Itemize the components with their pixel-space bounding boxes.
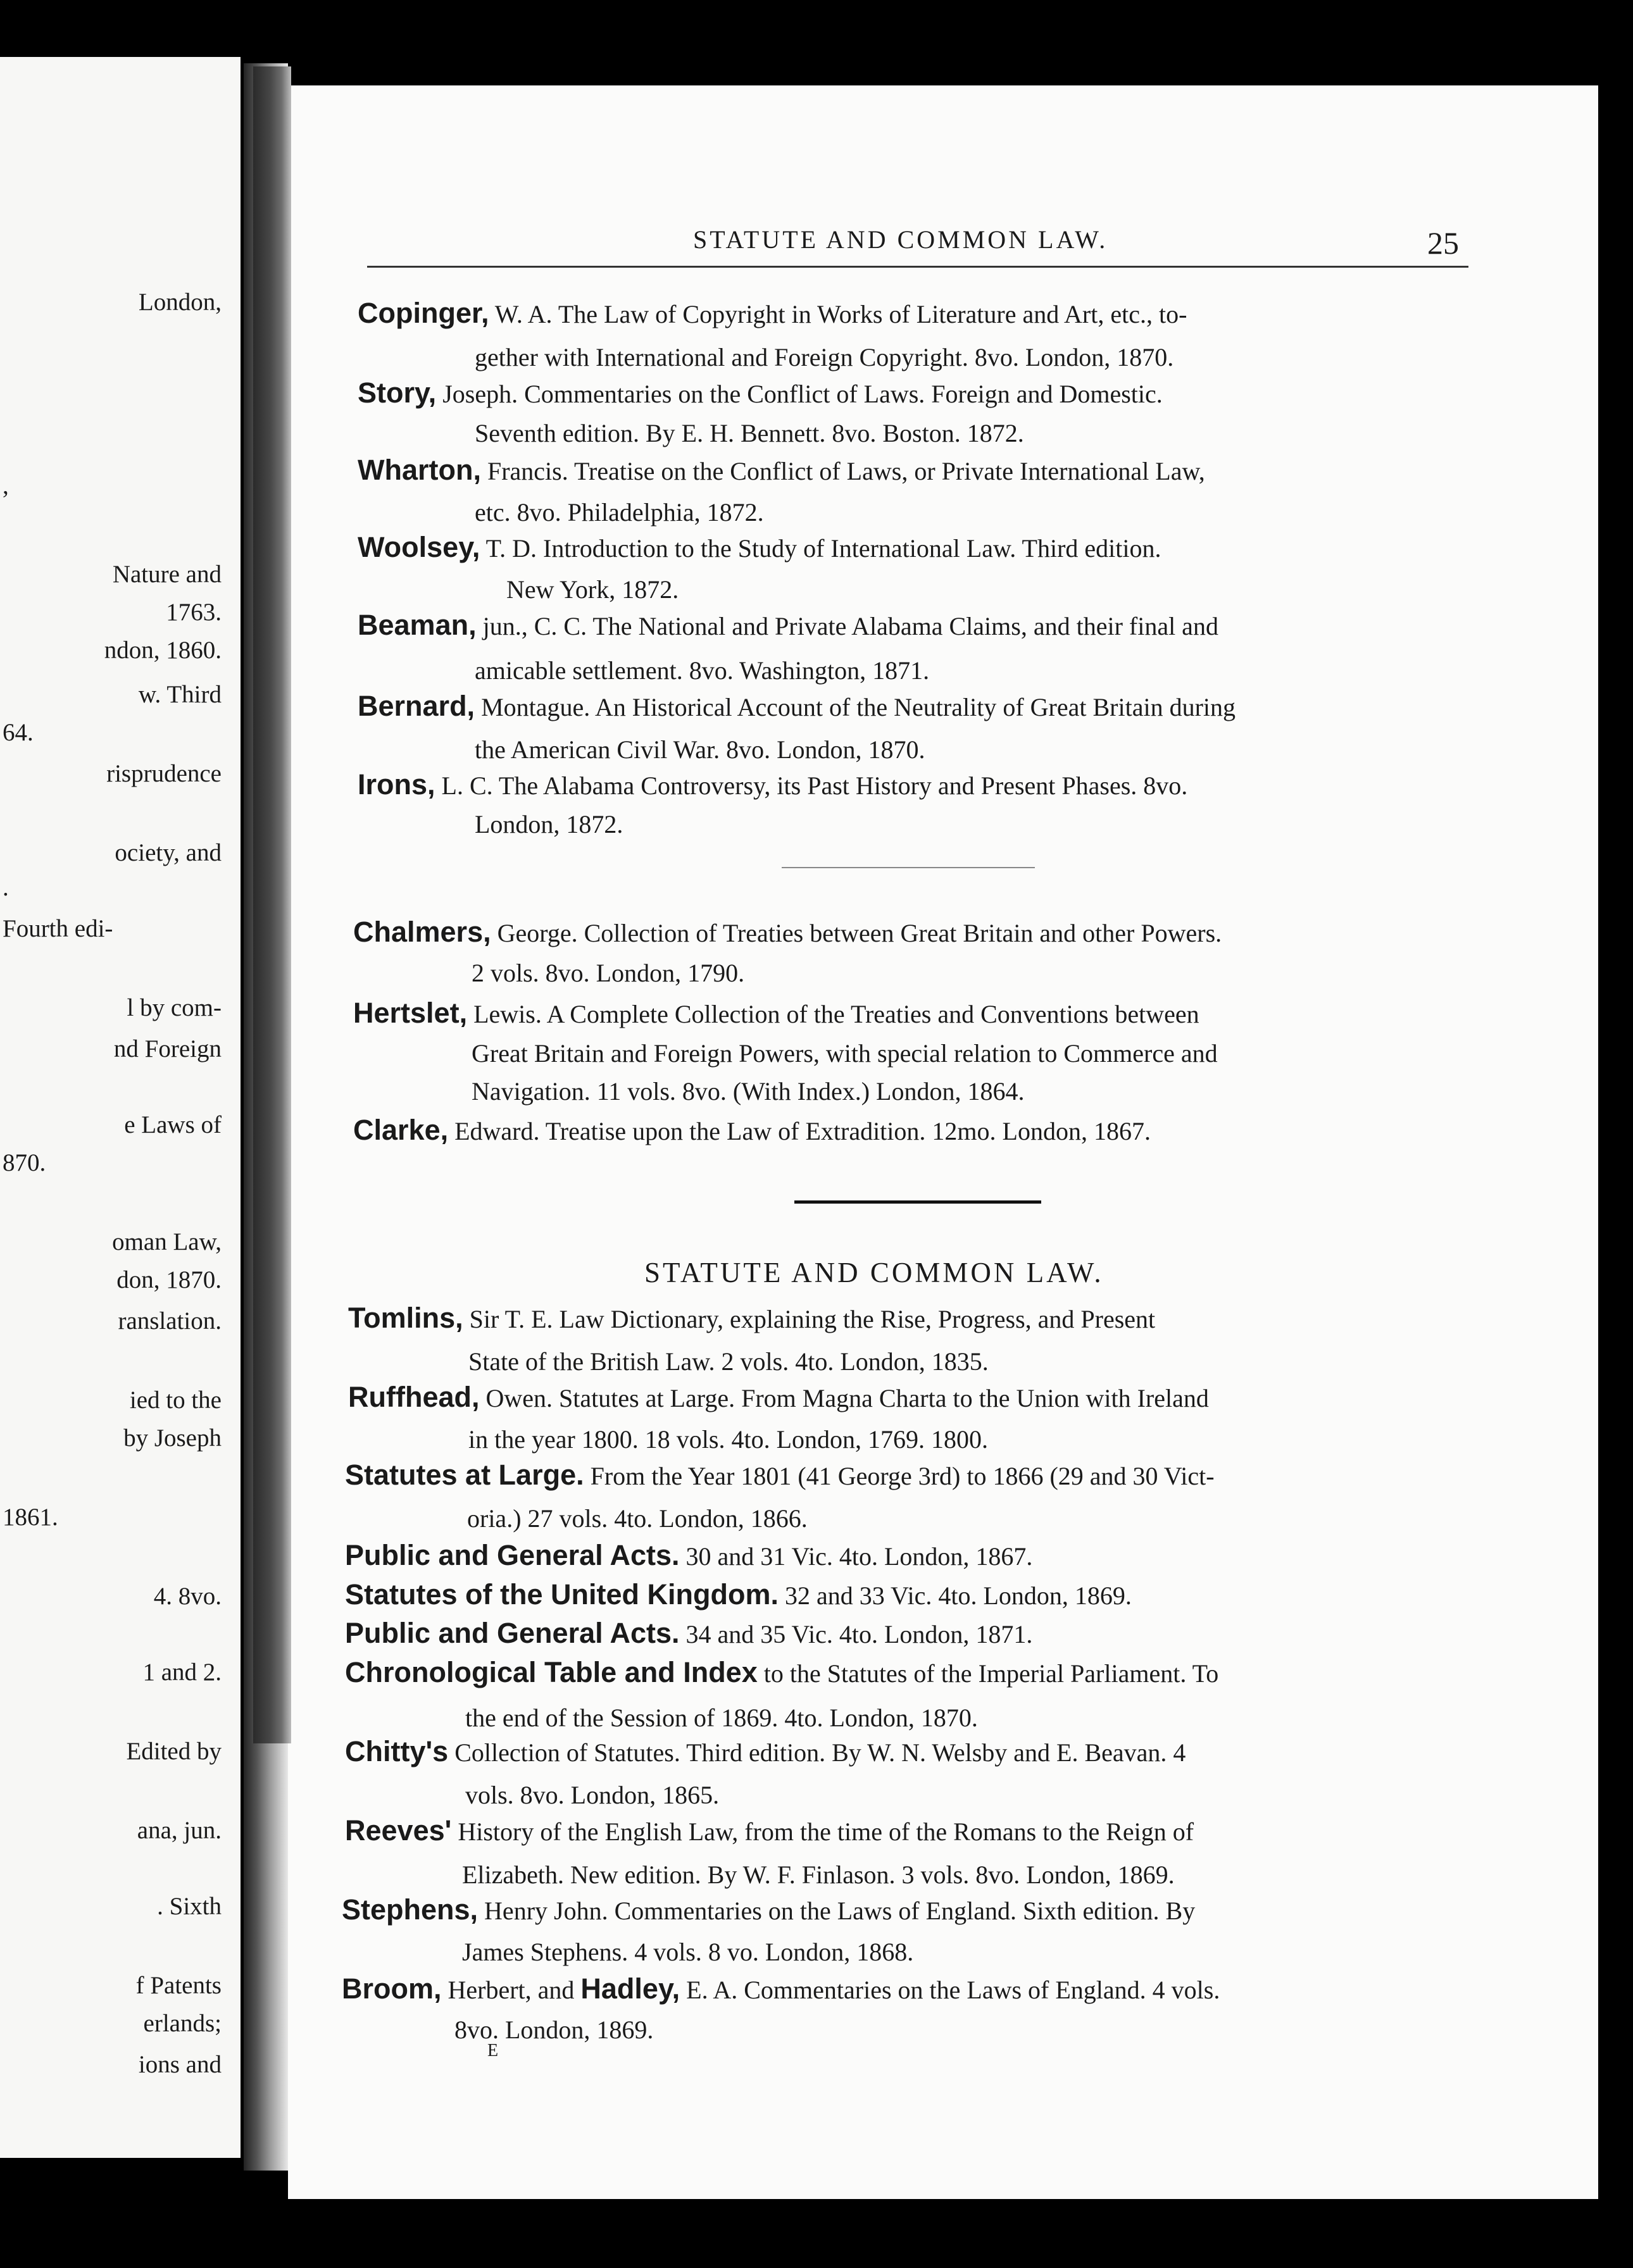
author-name: Public and General Acts. bbox=[345, 1539, 680, 1571]
entry-line bbox=[358, 611, 1218, 639]
author-name: Beaman, bbox=[358, 609, 477, 641]
left-page-fragment: ied to the bbox=[129, 1386, 222, 1414]
section-divider bbox=[782, 867, 1035, 868]
author-name: Reeves' bbox=[345, 1814, 452, 1847]
entry-line: Great Britain and Foreign Powers, with special relation to Commerce and bbox=[472, 1039, 1218, 1068]
left-page-fragment: nd Foreign bbox=[113, 1035, 222, 1062]
author-name: Story, bbox=[358, 377, 437, 409]
author-name: Broom, bbox=[342, 1972, 442, 2005]
left-page-fragment: l by com- bbox=[127, 994, 222, 1021]
left-page-fragment: e Laws of bbox=[124, 1111, 222, 1138]
entry-line bbox=[345, 1737, 1186, 1766]
left-page-fragment: ndon, 1860. bbox=[104, 637, 222, 664]
author-name: Chitty's bbox=[345, 1735, 449, 1767]
entry-text: Edward. Treatise upon the Law of Extradition. 12mo. London, 1867. bbox=[448, 1117, 1151, 1145]
entry-text: Henry John. Commentaries on the Laws of England. Sixth edition. By bbox=[478, 1897, 1196, 1925]
entry-text: Montague. An Historical Account of the Neutrality of Great Britain during bbox=[475, 693, 1236, 721]
entry-line: 2 vols. 8vo. London, 1790. bbox=[472, 959, 745, 987]
entry-line: gether with International and Foreign Copyright. 8vo. London, 1870. bbox=[475, 343, 1174, 371]
entry-line: amicable settlement. 8vo. Washington, 1871. bbox=[475, 656, 930, 685]
left-page-fragment: ana, jun. bbox=[137, 1817, 222, 1844]
entry-text: L. C. The Alabama Controversy, its Past History and Present Phases. 8vo. bbox=[435, 771, 1188, 800]
entry-text: George. Collection of Treaties between Great Britain and other Powers. bbox=[491, 919, 1222, 947]
entry-line: etc. 8vo. Philadelphia, 1872. bbox=[475, 498, 764, 526]
entry-line bbox=[353, 1116, 1151, 1144]
author-name: Woolsey, bbox=[358, 531, 480, 563]
signature-mark: E bbox=[487, 2041, 499, 2060]
left-page-fragment: 1763. bbox=[166, 599, 222, 626]
left-page-fragment: . bbox=[3, 874, 9, 901]
author-name: Hadley, bbox=[580, 1972, 680, 2005]
entry-line bbox=[345, 1461, 1215, 1489]
entry-line: the end of the Session of 1869. 4to. London, 1870. bbox=[465, 1704, 978, 1732]
author-name: Wharton, bbox=[358, 454, 481, 486]
left-page-fragment: 64. bbox=[3, 719, 34, 746]
entry-line bbox=[358, 770, 1187, 799]
author-name: Statutes at Large. bbox=[345, 1459, 584, 1491]
entry-text: History of the English Law, from the time of the Romans to the Reign of bbox=[451, 1817, 1194, 1846]
entry-line bbox=[358, 456, 1205, 484]
left-page-fragment: Edited by bbox=[126, 1738, 222, 1765]
entry-line bbox=[342, 1974, 1220, 2003]
author-name: Public and General Acts. bbox=[345, 1617, 680, 1649]
entry-text: Joseph. Commentaries on the Conflict of Laws. Foreign and Domestic. bbox=[436, 380, 1163, 408]
entry-text: W. A. The Law of Copyright in Works of Literature and Art, etc., to- bbox=[489, 300, 1187, 328]
entry-line: State of the British Law. 2 vols. 4to. London, 1835. bbox=[468, 1347, 989, 1376]
section-heading: STATUTE AND COMMON LAW. bbox=[644, 1257, 1104, 1288]
entry-line: James Stephens. 4 vols. 8 vo. London, 1868. bbox=[462, 1938, 914, 1966]
entry-line: London, 1872. bbox=[475, 810, 623, 838]
entry-text: Lewis. A Complete Collection of the Treaties and Conventions between bbox=[467, 1000, 1199, 1028]
entry-text: to the Statutes of the Imperial Parliament. To bbox=[757, 1659, 1219, 1688]
entry-text: Owen. Statutes at Large. From Magna Charta to the Union with Ireland bbox=[479, 1384, 1209, 1412]
entry-line: in the year 1800. 18 vols. 4to. London, 1769. 1800. bbox=[468, 1425, 989, 1454]
entry-line bbox=[348, 1304, 1155, 1332]
author-name: Chronological Table and Index bbox=[345, 1656, 758, 1688]
left-page-fragment: by Joseph bbox=[123, 1424, 222, 1452]
entry-line bbox=[358, 378, 1163, 407]
left-page-fragment: ranslation. bbox=[118, 1307, 222, 1335]
entry-line: Seventh edition. By E. H. Bennett. 8vo. Boston. 1872. bbox=[475, 419, 1024, 447]
author-name: Clarke, bbox=[353, 1114, 449, 1146]
entry-line bbox=[358, 299, 1187, 327]
entry-text: Francis. Treatise on the Conflict of Laws, or Private International Law, bbox=[480, 457, 1205, 485]
book-gutter-fold bbox=[253, 66, 291, 1743]
left-page-fragment: ociety, and bbox=[115, 839, 222, 866]
left-page-fragment: , bbox=[3, 472, 9, 499]
author-name: Chalmers, bbox=[353, 916, 491, 948]
entry-line bbox=[345, 1816, 1194, 1845]
entry-line: Elizabeth. New edition. By W. F. Finlason. 3 vols. 8vo. London, 1869. bbox=[462, 1860, 1175, 1889]
entry-text: 30 and 31 Vic. 4to. London, 1867. bbox=[679, 1542, 1033, 1571]
left-page-fragment: . Sixth bbox=[157, 1893, 222, 1920]
entry-text: 32 and 33 Vic. 4to. London, 1869. bbox=[778, 1581, 1132, 1610]
entry-text: jun., C. C. The National and Private Alabama Claims, and their final and bbox=[476, 612, 1218, 640]
left-page-fragment: erlands; bbox=[143, 2010, 222, 2037]
entry-line bbox=[345, 1658, 1218, 1686]
entry-text: Herbert, and bbox=[441, 1976, 581, 2004]
author-name: Irons, bbox=[358, 768, 435, 801]
left-page-fragment: don, 1870. bbox=[116, 1266, 222, 1293]
left-page-fragment: 4. 8vo. bbox=[153, 1583, 222, 1610]
author-name: Statutes of the United Kingdom. bbox=[345, 1578, 779, 1611]
section-divider-thick bbox=[794, 1200, 1041, 1204]
entry-text: 34 and 35 Vic. 4to. London, 1871. bbox=[679, 1620, 1033, 1648]
left-facing-page bbox=[0, 57, 241, 2158]
left-page-fragment: w. Third bbox=[138, 681, 222, 708]
entry-line: oria.) 27 vols. 4to. London, 1866. bbox=[467, 1504, 808, 1533]
entry-line bbox=[358, 533, 1161, 561]
entry-line: Navigation. 11 vols. 8vo. (With Index.) London, 1864. bbox=[472, 1077, 1025, 1106]
left-page-fragment: risprudence bbox=[106, 760, 222, 787]
entry-text: From the Year 1801 (41 George 3rd) to 1866 (29 and 30 Vict- bbox=[584, 1462, 1215, 1490]
author-name: Bernard, bbox=[358, 690, 475, 722]
header-rule bbox=[367, 266, 1468, 268]
left-page-fragment: oman Law, bbox=[112, 1228, 222, 1256]
entry-line bbox=[342, 1895, 1195, 1924]
entry-line bbox=[345, 1619, 1032, 1647]
page-number: 25 bbox=[1427, 225, 1459, 261]
left-page-fragment: London, bbox=[138, 289, 222, 316]
entry-line: vols. 8vo. London, 1865. bbox=[465, 1781, 720, 1809]
author-name: Hertslet, bbox=[353, 997, 468, 1029]
entry-line bbox=[353, 918, 1222, 946]
running-head: STATUTE AND COMMON LAW. bbox=[693, 225, 1108, 254]
entry-line: 8vo. London, 1869. bbox=[454, 2016, 654, 2044]
entry-text: Collection of Statutes. Third edition. By W. N. Welsby and E. Beavan. 4 bbox=[448, 1738, 1186, 1767]
left-page-fragment: 1861. bbox=[3, 1504, 58, 1531]
entry-text: Sir T. E. Law Dictionary, explaining the Rise, Progress, and Present bbox=[463, 1305, 1156, 1333]
author-name: Tomlins, bbox=[348, 1302, 463, 1334]
entry-text: T. D. Introduction to the Study of International Law. Third edition. bbox=[480, 534, 1161, 563]
author-name: Stephens, bbox=[342, 1893, 479, 1926]
entry-line: New York, 1872. bbox=[506, 575, 679, 604]
author-name: Ruffhead, bbox=[348, 1381, 480, 1413]
left-page-fragment: 870. bbox=[3, 1149, 46, 1176]
left-page-fragment: f Patents bbox=[135, 1972, 222, 1999]
entry-text: E. A. Commentaries on the Laws of England. 4 vols. bbox=[680, 1976, 1220, 2004]
entry-line bbox=[358, 692, 1236, 720]
entry-line bbox=[348, 1383, 1209, 1411]
entry-line bbox=[345, 1580, 1132, 1609]
left-page-fragment: ions and bbox=[138, 2051, 222, 2078]
left-page-fragment: 1 and 2. bbox=[142, 1659, 222, 1686]
left-page-fragment: Fourth edi- bbox=[3, 915, 113, 942]
left-page-fragment: Nature and bbox=[112, 561, 222, 588]
author-name: Copinger, bbox=[358, 297, 489, 329]
entry-line: the American Civil War. 8vo. London, 1870. bbox=[475, 735, 925, 764]
entry-line bbox=[345, 1541, 1032, 1569]
entry-line bbox=[353, 999, 1199, 1027]
